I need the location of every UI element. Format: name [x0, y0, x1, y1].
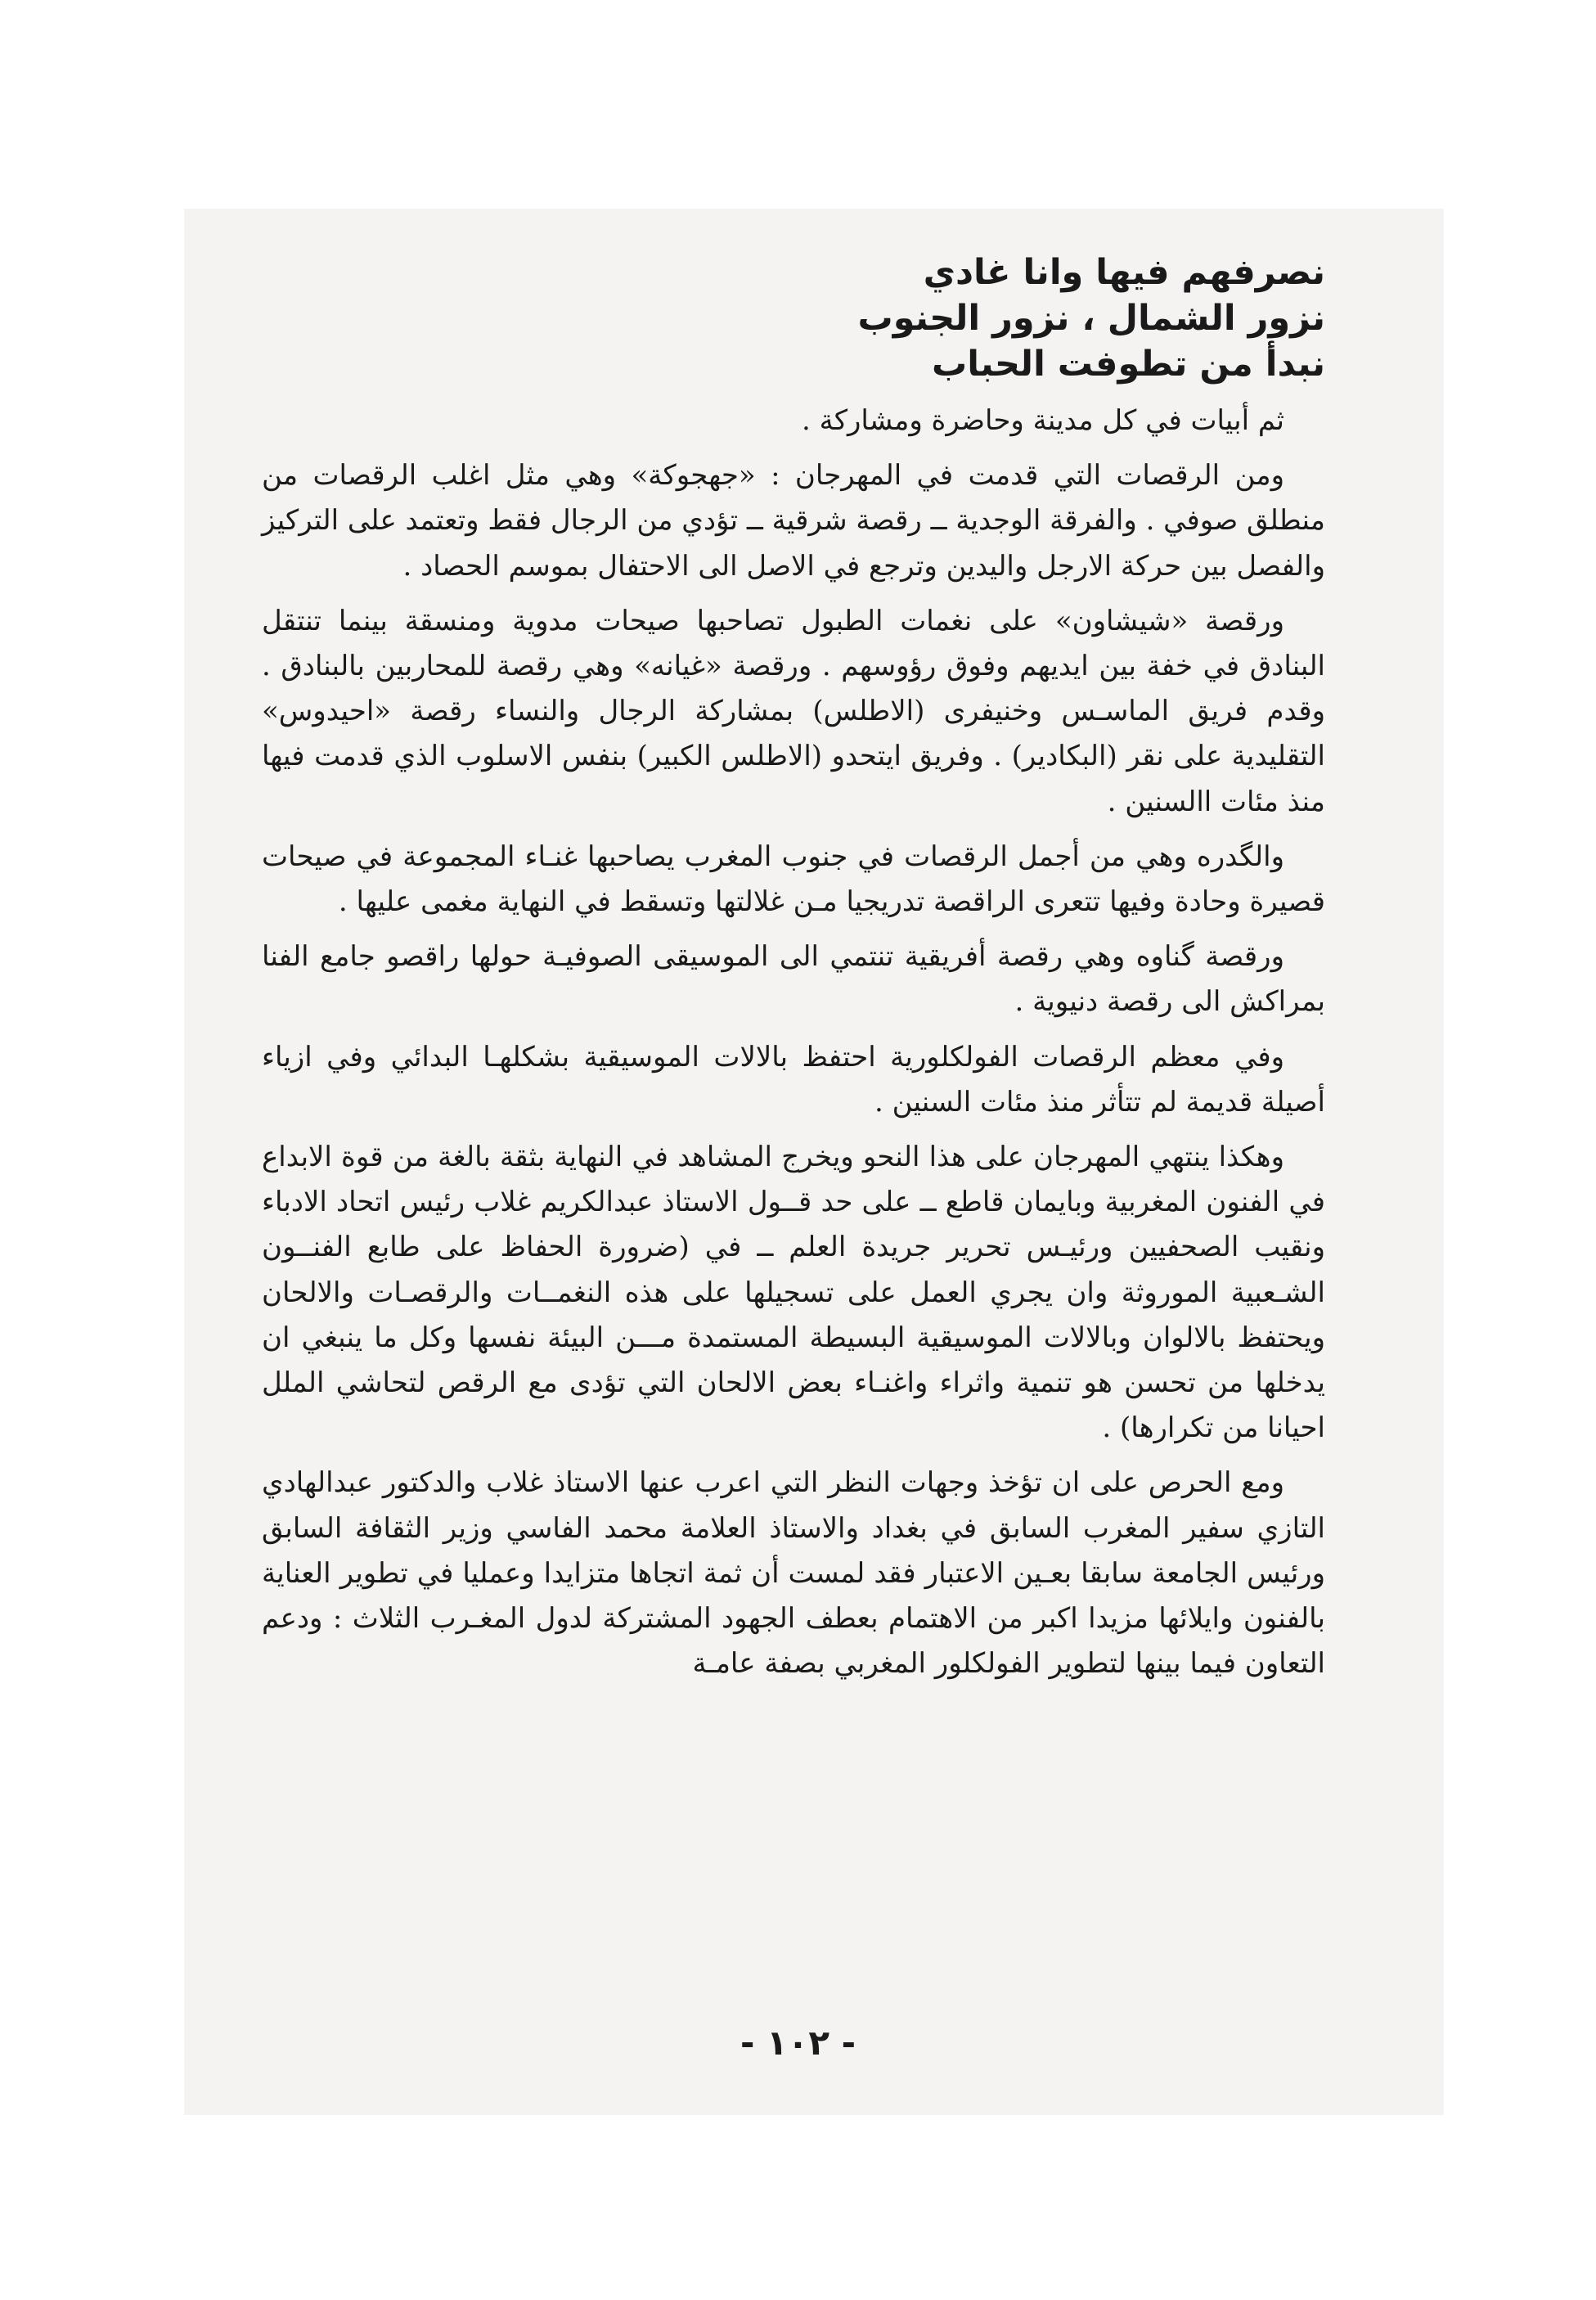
paragraph: ثم أبيات في كل مدينة وحاضرة ومشاركة .: [801, 404, 1284, 437]
article-text: [262, 398, 1325, 1686]
paragraph: ومع الحرص على ان تؤخذ وجهات النظر التي اعرب عنها الاستاذ غلاب والدكتور عبدالهادي التازي سفير المغرب السابق في بغداد والاستاذ العلامة محمد الفاسي وزير الثقافة السابق ورئيس الجامعة سابقا بعـين الاعتبار فقد لمست أن ثمة اتجاها متزايدا وعمليا في تطوير العناية بالفنون وايلائها مزيدا اكبر من الاهتمام بعطف الجهود المشتركة لدول المغـرب الثلاث : ودعم التعاون فيما بينها لتطوير الفولكلور المغربي بصفة عامـة: [262, 1466, 1325, 1681]
page-body: [262, 250, 1325, 1696]
paragraph: ومن الرقصات التي قدمت في المهرجان : «جهجوكة» وهي مثل اغلب الرقصات من منطلق صوفي . والفرقة الوجدية ــ رقصة شرقية ــ تؤدي من الرجال فقط وتعتمد على التركيز والفصل بين حركة الارجل واليدين وترجع في الاصل الى الاحتفال بموسم الحصاد .: [262, 459, 1325, 583]
verse-line: نصرفهم فيها وانا غادي: [923, 252, 1325, 293]
paragraph: وهكذا ينتهي المهرجان على هذا النحو ويخرج المشاهد في النهاية بثقة بالغة من قوة الابداع في الفنون المغربية وبايمان قاطع ــ على حد قــول الاستاذ عبدالكريم غلاب رئيس اتحاد الادباء ونقيب الصحفيين ورئيـس تحرير جريدة العلم ــ في (ضرورة الحفاظ على طابع الفنــون الشـعبية الموروثة وان يجري العمل على تسجيلها على هذه النغمــات والرقصـات والالحان ويحتفظ بالالوان وبالالات الموسيقية البسيطة المستمدة مـــن البيئة نفسها وكل ما ينبغي ان يدخلها من تحسن هو تنمية واثراء واغنـاء بعض الالحان التي تؤدى مع الرقص لتحاشي الملل احيانا من تكرارها) .: [262, 1141, 1325, 1445]
paragraph: ورقصة «شيشاون» على نغمات الطبول تصاحبها صيحات مدوية ومنسقة بينما تنتقل البنادق في خفة بين ايديهم وفوق رؤوسهم . ورقصة «غيانه» وهي رقصة للمحاربين بالبنادق . وقدم فريق الماسـس وخنيفرى (الاطلس) بمشاركة الرجال والنساء رقصة «احيدوس» التقليدية على نقر (البكادير) . وفريق ايتحدو (الاطلس الكبير) بنفس الاسلوب الذي قدمت فيها منذ مئات االسنين .: [262, 604, 1325, 818]
page-number: - ١٠٢ -: [740, 2023, 856, 2063]
verse-line: نبدأ من تطوفت الحباب: [932, 344, 1325, 385]
paragraph: ورقصة گناوه وهي رقصة أفريقية تنتمي الى الموسيقى الصوفيـة حولها راقصو جامع الفنا بمراكش الى رقصة دنيوية .: [262, 940, 1325, 1019]
paragraph: والگدره وهي من أجمل الرقصات في جنوب المغرب يصاحبها غنـاء المجموعة في صيحات قصيرة وحادة وفيها تتعرى الراقصة تدريجيا مـن غلالتها وتسقط في النهاية مغمى عليها .: [262, 839, 1325, 919]
verse-line: نزور الشمال ، نزور الجنوب: [857, 298, 1325, 339]
paragraph: وفي معظم الرقصات الفولكلورية احتفظ بالالات الموسيقية بشكلهـا البدائي وفي ازياء أصيلة قديمة لم تتأثر منذ مئات السنين .: [262, 1040, 1325, 1118]
poem-verse: [654, 250, 1325, 387]
